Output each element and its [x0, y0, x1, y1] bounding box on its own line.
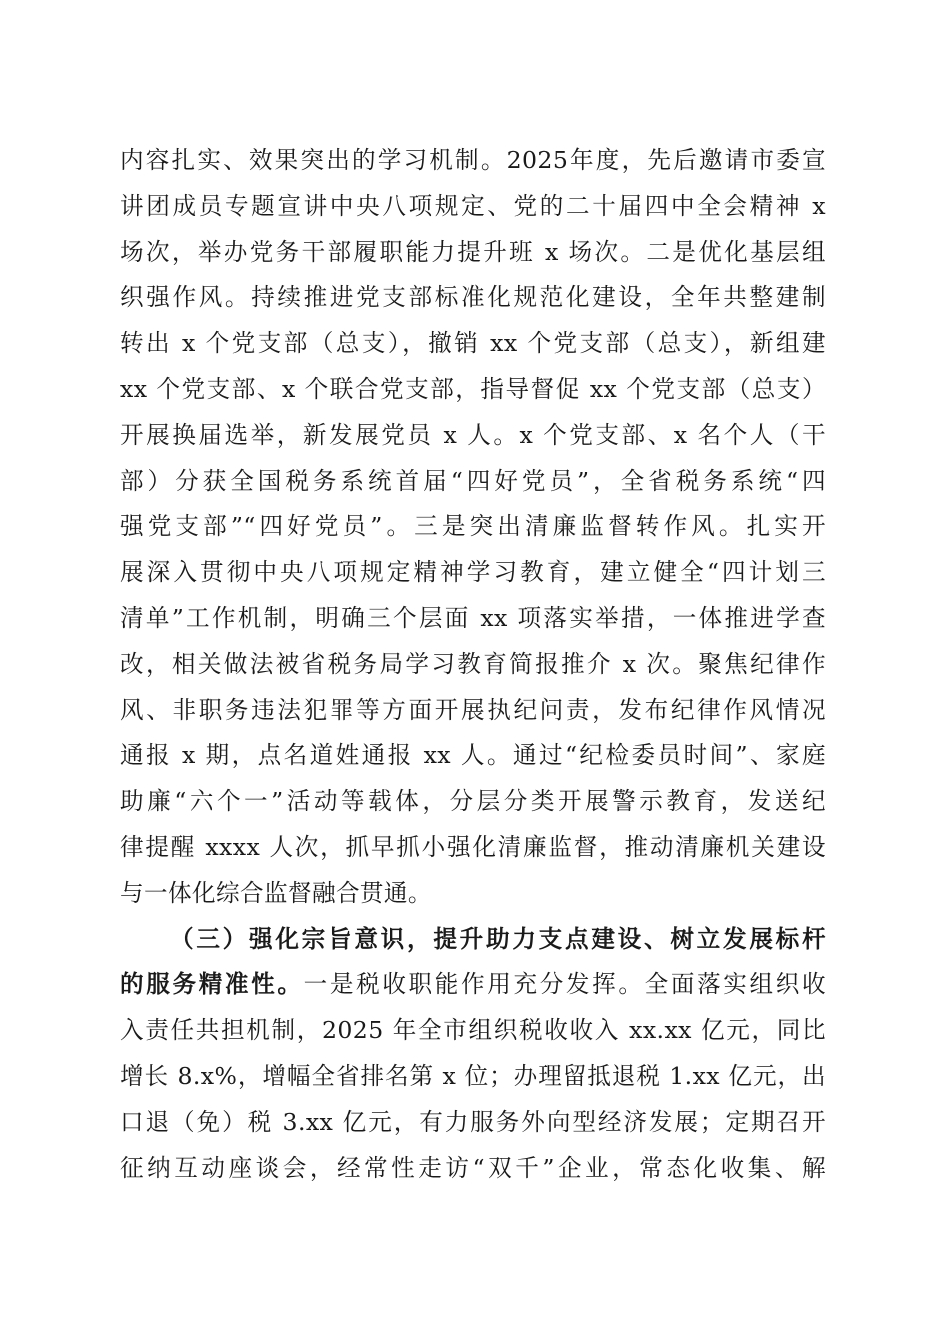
text-line: xx 个党支部、x 个联合党支部，指导督促 xx 个党支部（总支） — [120, 374, 826, 403]
text-line: 织强作风。持续推进党支部标准化规范化建设，全年共整建制 — [120, 283, 826, 312]
text-line: 征纳互动座谈会，经常性走访“双千”企业，常态化收集、解 — [120, 1153, 826, 1182]
text-line: 入责任共担机制，2025 年全市组织税收收入 xx.xx 亿元，同比 — [120, 1016, 826, 1045]
text-line: 口退（免）税 3.xx 亿元，有力服务外向型经济发展；定期召开 — [120, 1107, 826, 1136]
section-heading-end: 的服务精准性。 — [120, 970, 304, 999]
text-line: 改，相关做法被省税务局学习教育简报推介 x 次。聚焦纪律作 — [120, 649, 826, 678]
document-page — [120, 138, 826, 1191]
paragraph-service-precision — [120, 917, 826, 1192]
text-line: 部）分获全国税务系统首届“四好党员”，全省税务系统“四 — [120, 466, 826, 495]
text-line: 讲团成员专题宣讲中央八项规定、党的二十届四中全会精神 x — [120, 191, 826, 220]
text-line: 与一体化综合监督融合贯通。 — [120, 878, 432, 907]
text-line: 内容扎实、效果突出的学习机制。2025年度，先后邀请市委宣 — [120, 146, 826, 174]
text-line: 转出 x 个党支部（总支），撤销 xx 个党支部（总支），新组建 — [120, 329, 826, 358]
text-line: 通报 x 期，点名道姓通报 xx 人。通过“纪检委员时间”、家庭 — [120, 741, 826, 770]
text-line: 强党支部”“四好党员”。三是突出清廉监督转作风。扎实开 — [120, 512, 826, 541]
text-line: 律提醒 xxxx 人次，抓早抓小强化清廉监督，推动清廉机关建设 — [120, 832, 826, 861]
text-line: 展深入贯彻中央八项规定精神学习教育，建立健全“四计划三 — [120, 558, 826, 587]
text-line — [120, 962, 826, 1008]
text-line: 增长 8.x%，增幅全省排名第 x 位；办理留抵退税 1.xx 亿元，出 — [120, 1061, 826, 1090]
text-span: 一是税收职能作用充分发挥。全面落实组织收 — [303, 970, 826, 999]
text-line: 清单”工作机制，明确三个层面 xx 项落实举措，一体推进学查 — [120, 603, 826, 632]
text-line: 开展换届选举，新发展党员 x 人。x 个党支部、x 名个人（干 — [120, 420, 826, 449]
text-line: 风、非职务违法犯罪等方面开展执纪问责，发布纪律作风情况 — [120, 695, 826, 724]
paragraph-party-building — [120, 138, 826, 917]
text-line: 助廉“六个一”活动等载体，分层分类开展警示教育，发送纪 — [120, 787, 826, 816]
section-heading: （三）强化宗旨意识，提升助力支点建设、树立发展标杆 — [170, 924, 826, 953]
text-line: 场次，举办党务干部履职能力提升班 x 场次。二是优化基层组 — [120, 237, 826, 266]
